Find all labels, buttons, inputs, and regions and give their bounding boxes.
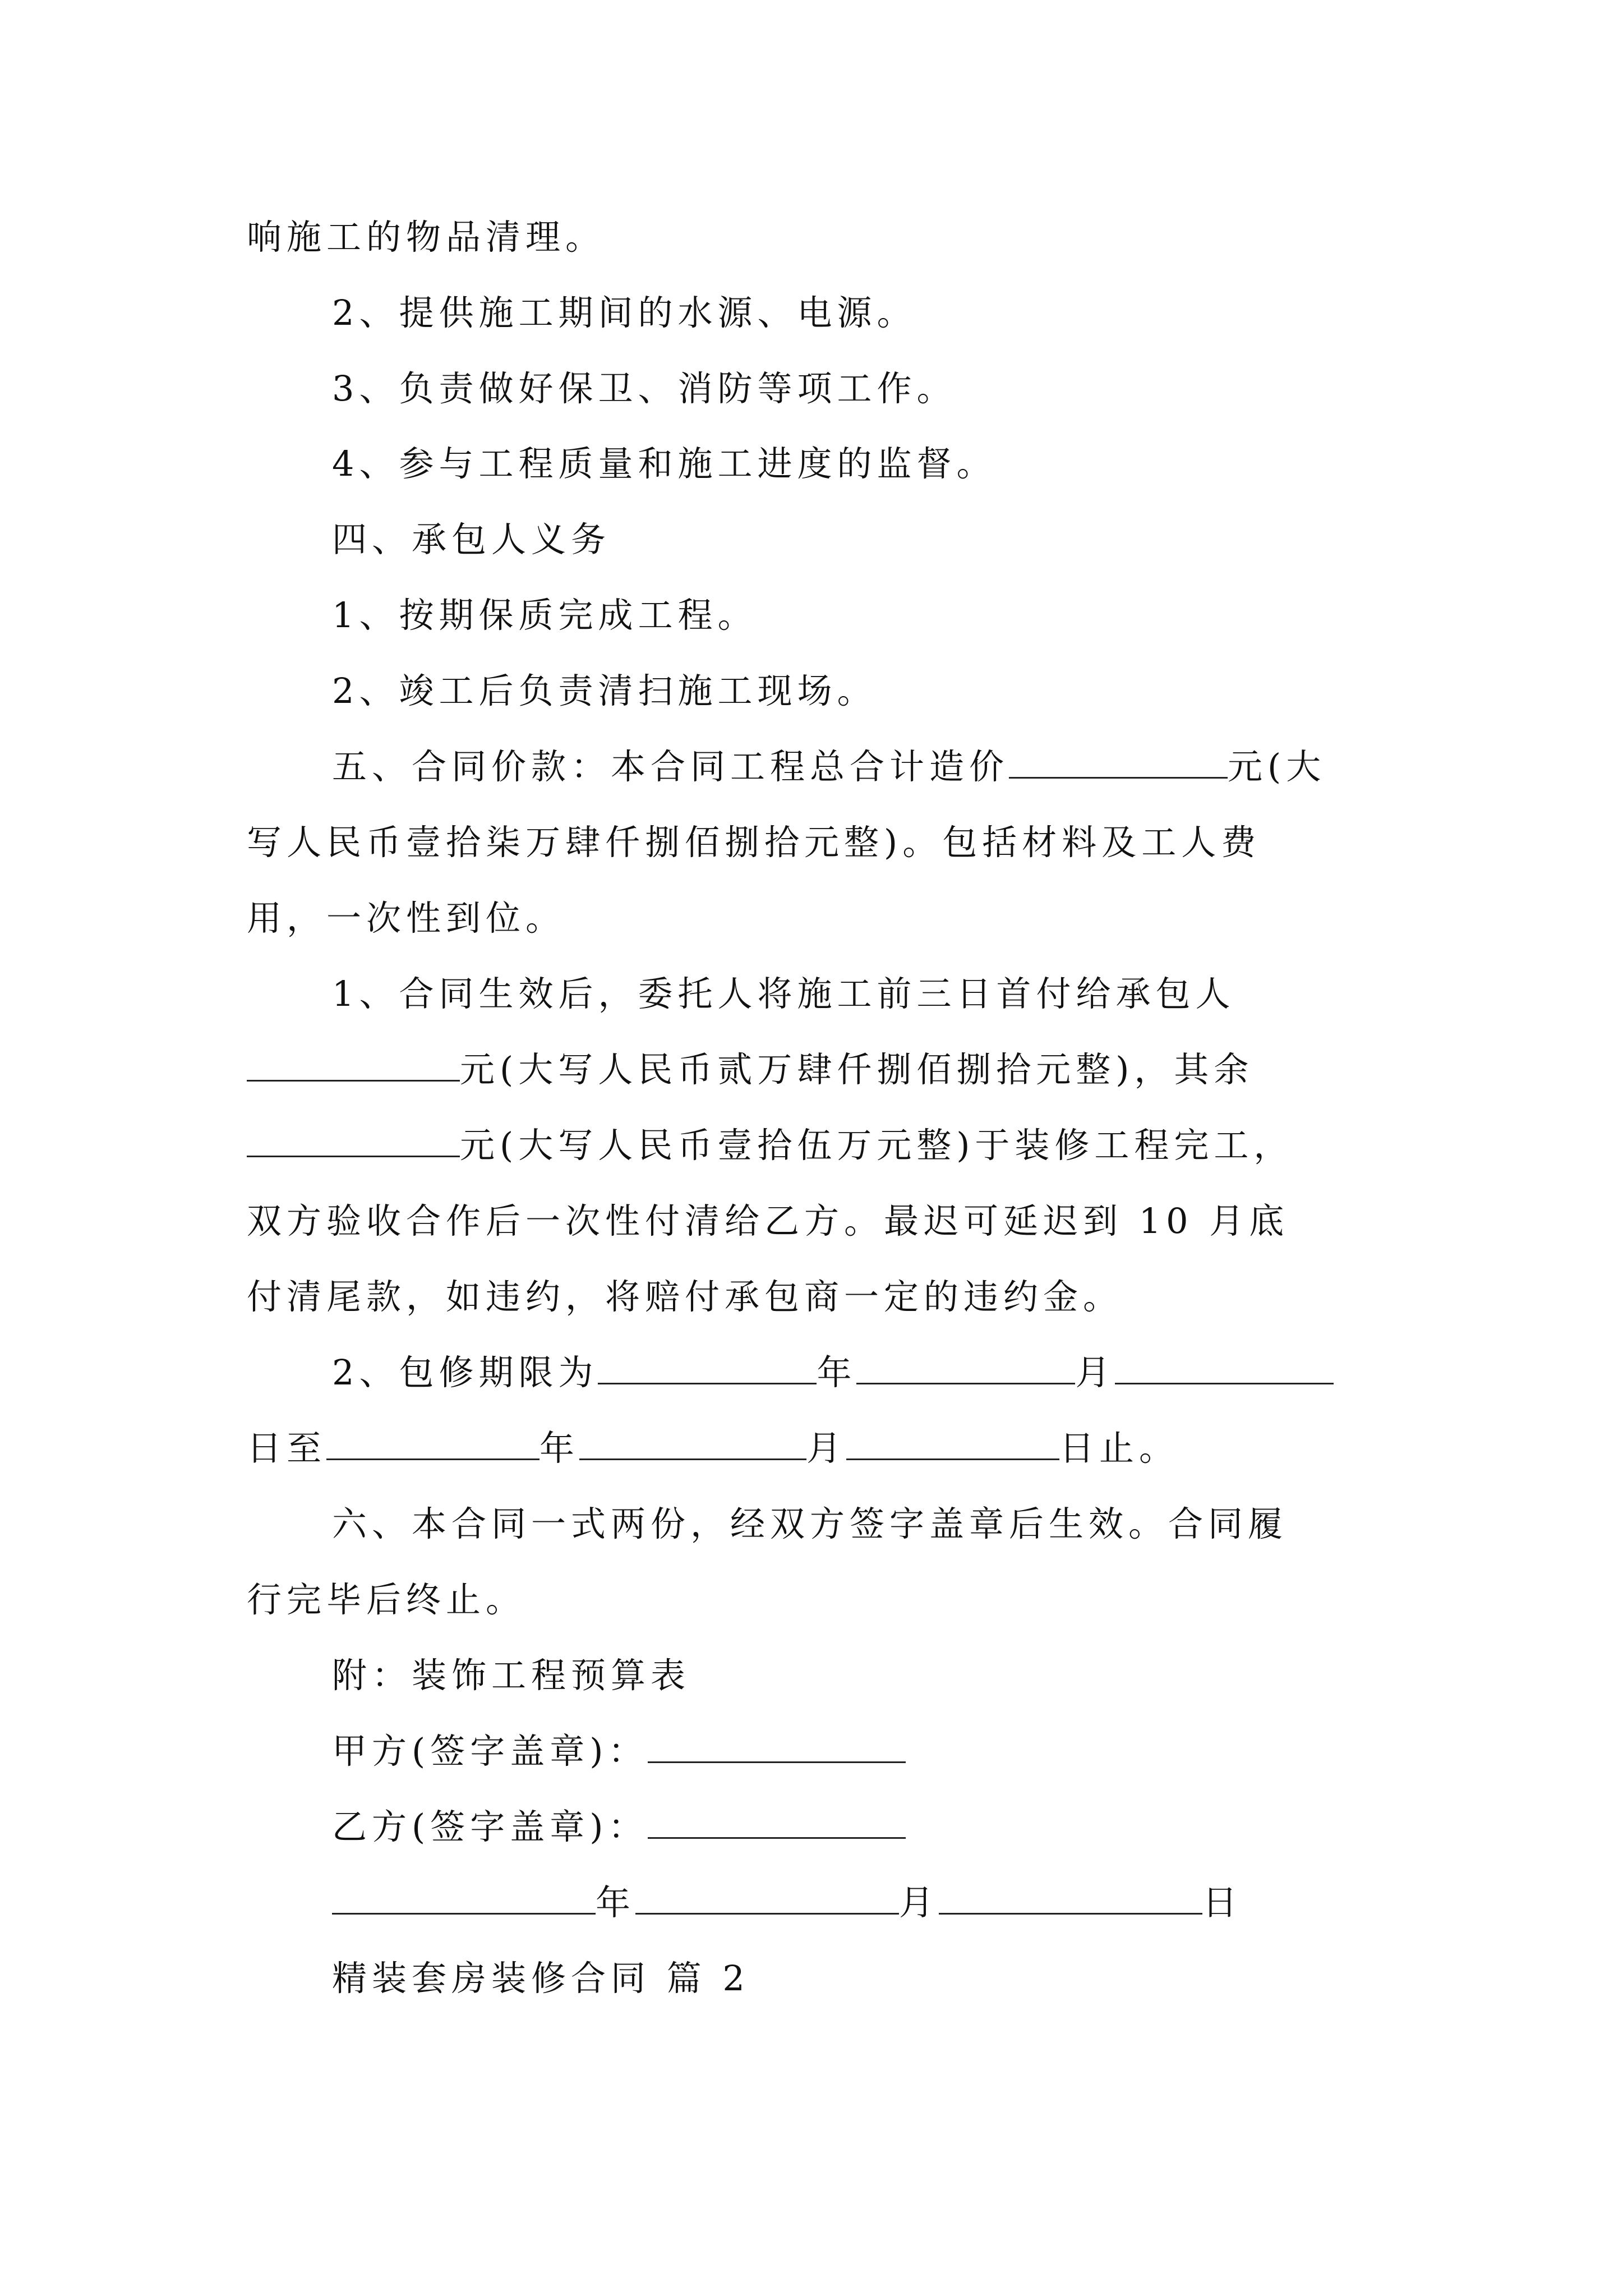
month-label: 月 xyxy=(1075,1352,1115,1393)
paragraph-line: 响施工的物品清理。 xyxy=(247,217,606,257)
day-end-label: 日止。 xyxy=(1059,1428,1179,1469)
party-b-signature-line xyxy=(332,1805,906,1849)
party-a-label: 甲方(签字盖章)： xyxy=(332,1731,648,1772)
warranty-line xyxy=(332,1350,1334,1395)
balance-payment-blank xyxy=(247,1123,460,1157)
month-blank xyxy=(856,1350,1075,1384)
party-b-signature-blank xyxy=(648,1805,906,1839)
year-label: 年 xyxy=(817,1352,857,1393)
paragraph-line: 1、按期保质完成工程。 xyxy=(332,595,758,636)
party-b-label: 乙方(签字盖章)： xyxy=(332,1806,648,1847)
paragraph-line: 写人民币壹拾柒万肆仟捌佰捌拾元整)。包括材料及工人费 xyxy=(247,822,1261,863)
party-a-signature-blank xyxy=(648,1729,906,1763)
first-payment-blank xyxy=(247,1047,460,1082)
price-unit-text: 元(大 xyxy=(1228,746,1326,787)
month-label: 月 xyxy=(806,1428,847,1469)
year-label: 年 xyxy=(596,1882,636,1923)
warranty-text: 2、包修期限为 xyxy=(332,1352,598,1393)
month-blank xyxy=(635,1880,899,1915)
warranty-end-line xyxy=(247,1426,1179,1471)
paragraph-line: 用，一次性到位。 xyxy=(247,898,566,938)
price-text: 五、合同价款：本合同工程总合计造价 xyxy=(332,746,1009,787)
month-label: 月 xyxy=(899,1882,939,1923)
paragraph-line: 付清尾款，如违约，将赔付承包商一定的违约金。 xyxy=(247,1276,1123,1317)
paragraph-line: 1、合同生效后，委托人将施工前三日首付给承包人 xyxy=(332,973,1235,1014)
month-blank xyxy=(579,1426,806,1460)
year-blank xyxy=(598,1350,817,1384)
day-blank xyxy=(939,1880,1202,1915)
date-line xyxy=(332,1880,1242,1925)
paragraph-line: 3、负责做好保卫、消防等项工作。 xyxy=(332,368,957,409)
attachment-line: 附：装饰工程预算表 xyxy=(332,1655,691,1696)
year-label: 年 xyxy=(540,1428,580,1469)
price-blank xyxy=(1009,744,1228,779)
section-heading: 四、承包人义务 xyxy=(332,519,611,560)
paragraph-line: 六、本合同一式两份，经双方签字盖章后生效。合同履 xyxy=(332,1503,1288,1544)
day-to-label: 日至 xyxy=(247,1428,327,1469)
paragraph-line: 2、竣工后负责清扫施工现场。 xyxy=(332,670,877,711)
paragraph-line: 双方验收合作后一次性付清给乙方。最迟可延迟到 10 月底 xyxy=(247,1200,1289,1241)
paragraph-line: 4、参与工程质量和施工进度的监督。 xyxy=(332,443,997,484)
day-blank xyxy=(846,1426,1059,1460)
year-blank xyxy=(326,1426,540,1460)
day-blank xyxy=(1115,1350,1334,1384)
year-blank xyxy=(332,1880,596,1915)
first-payment-line xyxy=(247,1047,1253,1092)
paragraph-line: 2、提供施工期间的水源、电源。 xyxy=(332,292,917,333)
paragraph-line: 行完毕后终止。 xyxy=(247,1579,526,1620)
balance-payment-line xyxy=(247,1123,1293,1168)
next-section-title: 精装套房装修合同 篇 2 xyxy=(332,1958,750,1999)
price-line xyxy=(332,744,1326,789)
party-a-signature-line xyxy=(332,1729,906,1774)
first-payment-text: 元(大写人民币贰万肆仟捌佰捌拾元整)，其余 xyxy=(460,1049,1254,1090)
day-label: 日 xyxy=(1202,1882,1243,1923)
balance-payment-text: 元(大写人民币壹拾伍万元整)于装修工程完工， xyxy=(460,1125,1294,1166)
